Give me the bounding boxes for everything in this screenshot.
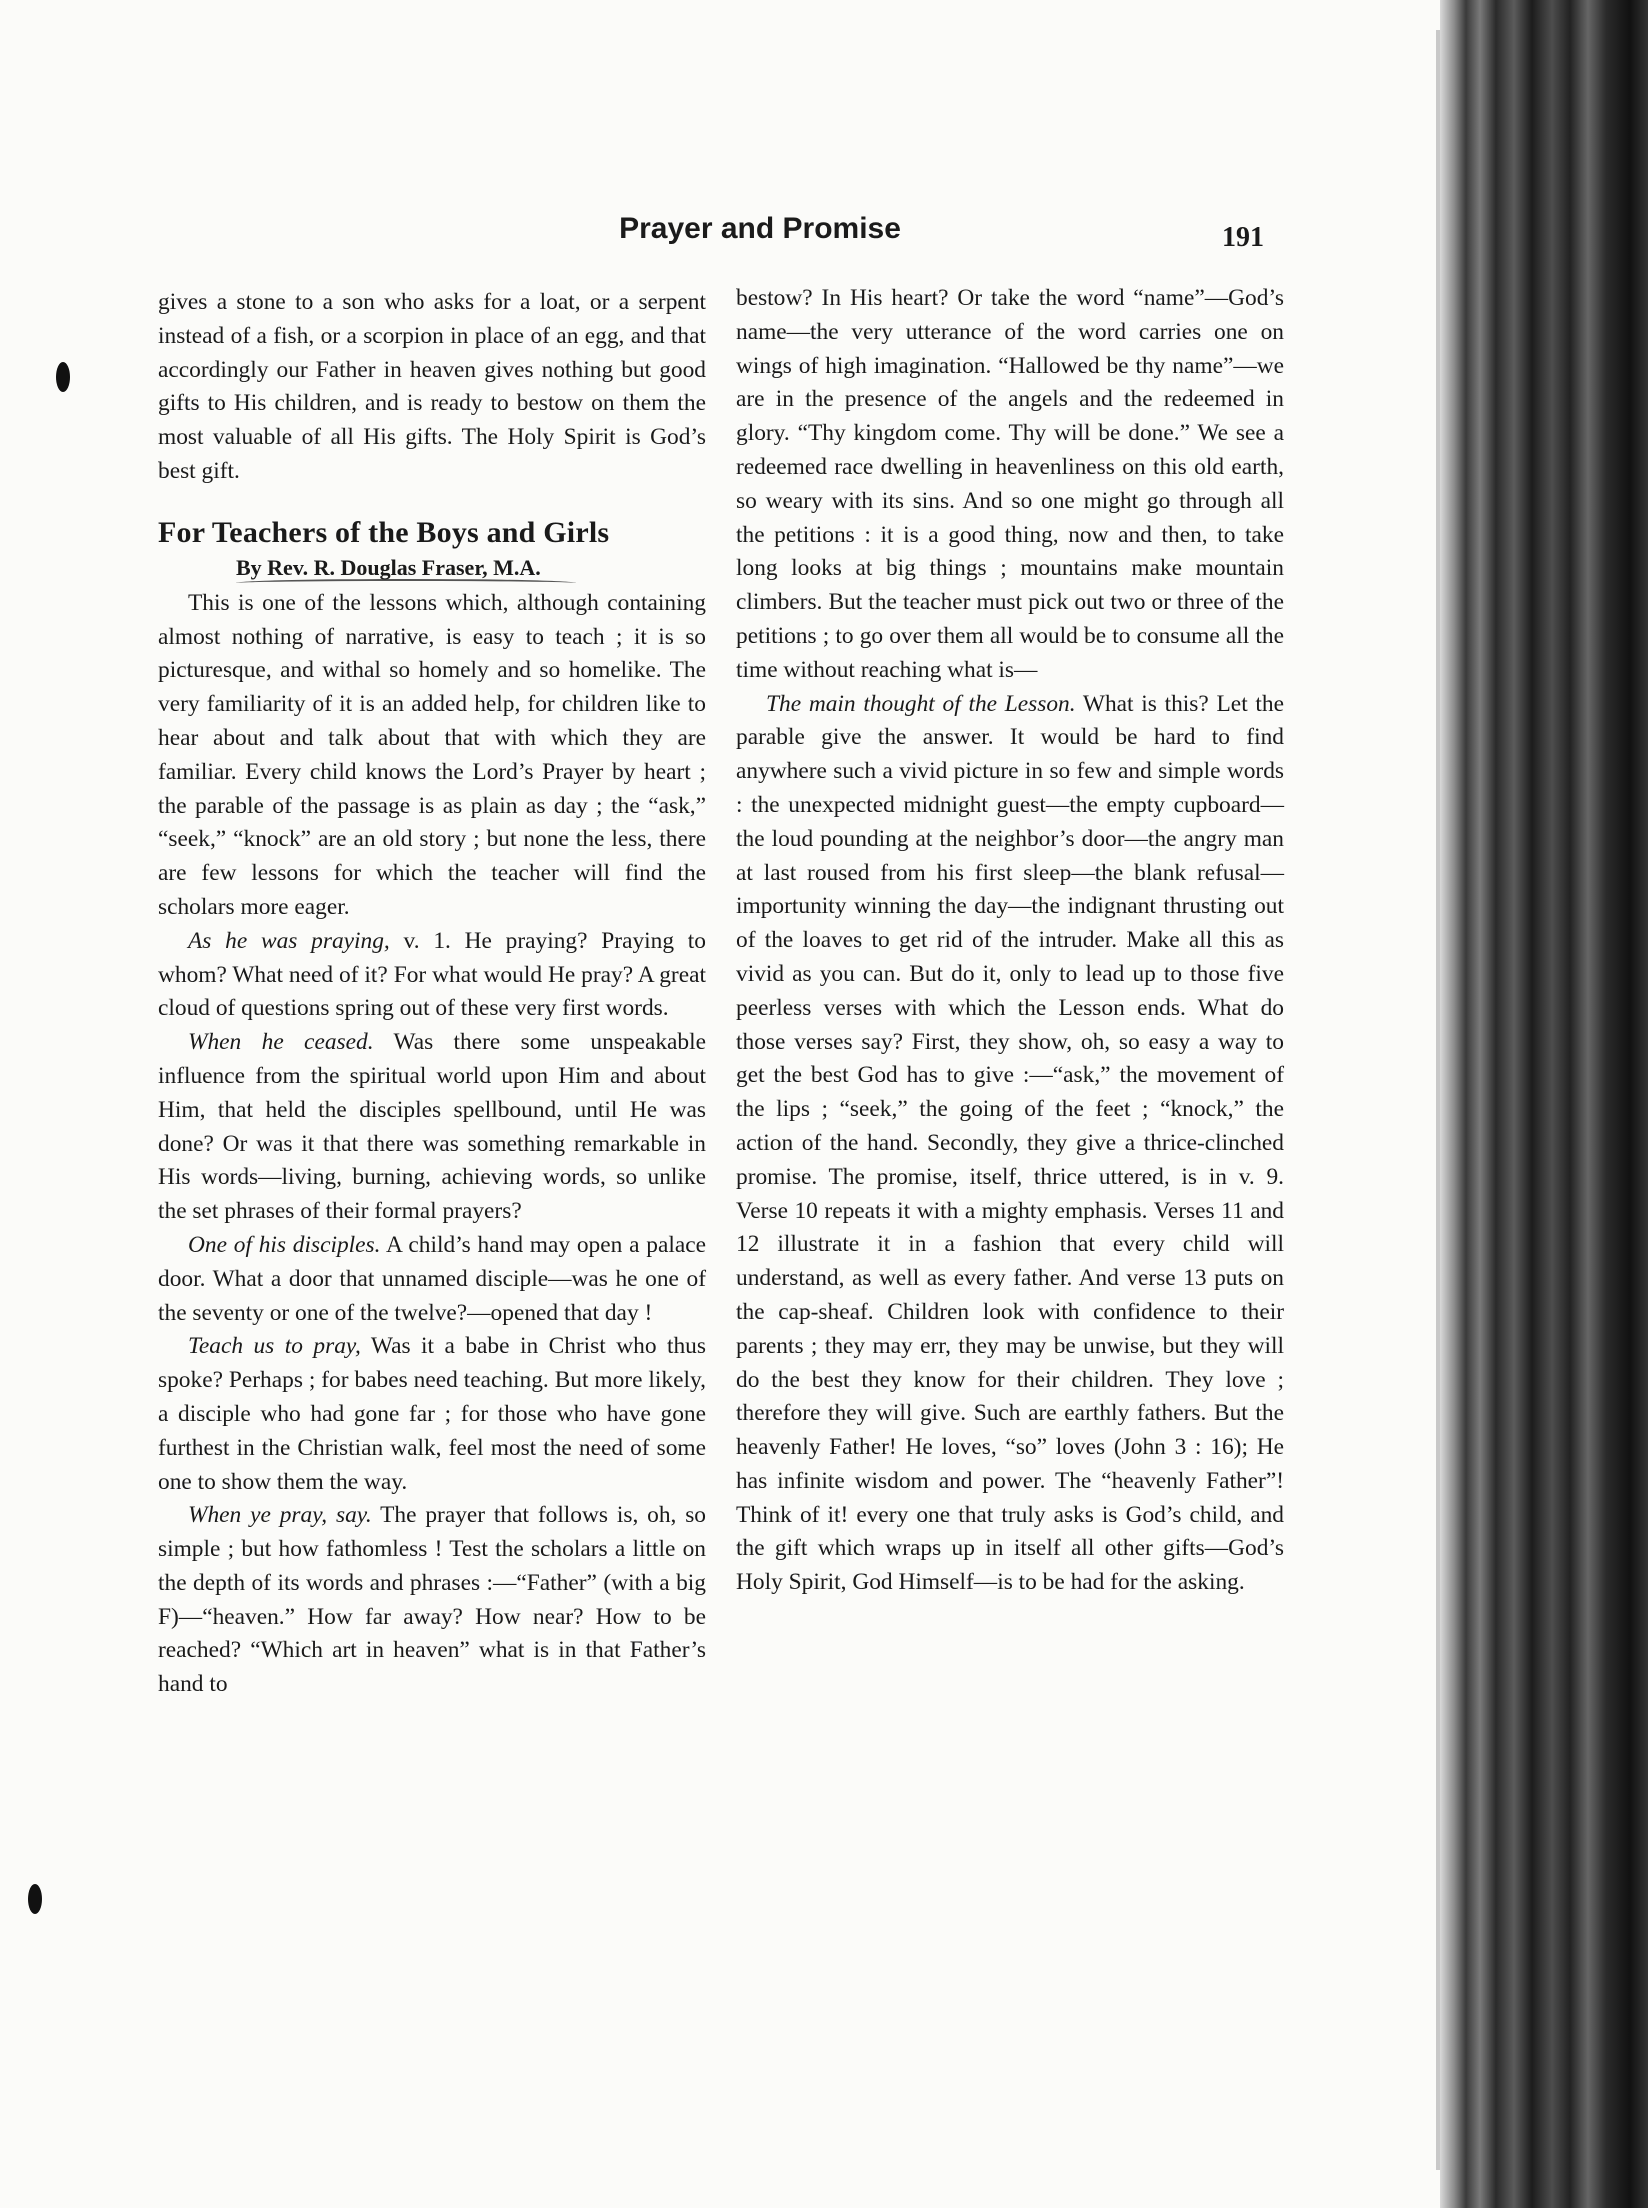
paragraph: [158, 925, 706, 1026]
section-heading: For Teachers of the Boys and Girls: [158, 515, 610, 549]
paragraph-lead: One of his disciples.: [188, 1231, 381, 1258]
right-column: [736, 282, 1284, 1600]
paragraph-text: What is this? Let the parable give the answer. It would be hard to find anywhere such a vivid picture in so few and simple words : the unexpected midnight guest—the empty cupboard—the loud pounding at the neighbor’s door—the angry man at last roused from his first sleep—the blank refusal—importunity winning the day—the indignant thrusting out of the loaves to get rid of the intruder. Make all this as vivid as you can. But do it, only to lead up to those five peerless verses with which the Lesson ends. What do those verses say? First, they show, oh, so easy a way to get the best God has to give :—“ask,” the movement of the lips ; “seek,” the going of the feet ; “knock,” the action of the hand. Secondly, they give a thrice-clinched promise. The promise, itself, thrice uttered, is in v. 9. Verse 10 repeats it with a mighty emphasis. Verses 11 and 12 illustrate it in a fashion that every child will understand, as well as every father. And verse 13 puts on the cap-sheaf. Children look with confidence to their parents ; they may err, they may be unwise, but they will do the best they know for their children. They love ; therefore they will give. Such are earthly fathers. But the heavenly Father! He loves, “so” loves (John 3 : 16); He has infinite wisdom and power. The “heavenly Father”! Think of it! every one that truly asks is God’s child, and the gift which wraps up in itself all other gifts—God’s Holy Spirit, God Himself—is to be had for the asking.: [736, 690, 1284, 1596]
paragraph-lead: Teach us to pray,: [188, 1333, 361, 1360]
paragraph-text: Was it a babe in Christ who thus spoke? Perhaps ; for babes need teaching. But more likely, a disciple who had gone far ; for those who have gone furthest in the Christian walk, feel most the need of some one to show them the way.: [158, 1333, 706, 1495]
running-header-title: Prayer and Promise: [619, 212, 901, 245]
paragraph: [158, 1499, 706, 1702]
page-number: 191: [1222, 222, 1264, 253]
paragraph-text: The prayer that follows is, oh, so simple ; but how fathomless ! Test the scholars a little on the depth of its words and phrases :—“Father” (with a big F)—“heaven.” How far away? How near? How to be reached? “Which art in heaven” what is in that Father’s hand to: [158, 1502, 707, 1698]
left-column: [158, 286, 706, 1702]
paragraph-lead: When ye pray, say.: [188, 1502, 372, 1529]
paragraph-lead: When he ceased.: [188, 1029, 374, 1056]
paragraph-text: A child’s hand may open a palace door. What a door that unnamed disciple—was he one of the seventy or one of the twelve?—opened that day !: [158, 1231, 706, 1326]
paragraph: This is one of the lessons which, although containing almost nothing of narrative, is easy to teach ; it is so picturesque, and withal so homely and so homelike. The very familiarity of it is an added help, for children like to hear about and talk about that with which they are familiar. Every child knows the Lord’s Prayer by heart ; the parable of the passage is as plain as day ; the “ask,” “seek,” “knock” are an old story ; but none the less, there are few lessons for which the teacher will find the scholars more eager.: [158, 589, 706, 920]
paragraph: [158, 1229, 706, 1330]
paragraph: [736, 688, 1284, 1601]
paragraph: [158, 1026, 706, 1229]
paragraph: [158, 1330, 706, 1499]
book-spine-pages: [1440, 0, 1648, 2208]
paragraph-text: v. 1. He praying? Praying to whom? What need of it? For what would He pray? A great cloud of questions spring out of these very first words.: [158, 927, 706, 1022]
binding-hole-top: [56, 362, 70, 392]
byline: By Rev. R. Douglas Fraser, M.A.: [236, 554, 541, 580]
paragraph-lead: The main thought of the Lesson.: [766, 690, 1076, 717]
paragraph-text: Was there some unspeakable influence from the spiritual world upon Him and about Him, that held the disciples spellbound, until He was done? Or was it that there was something remarkable in His words—living, burning, achieving words, so unlike the set phrases of their formal prayers?: [158, 1029, 706, 1225]
binding-hole-bottom: [28, 1884, 42, 1914]
paragraph: bestow? In His heart? Or take the word “name”—God’s name—the very utterance of the word carries one on wings of high imagination. “Hallowed be thy name”—we are in the presence of the angels and the redeemed in glory. “Thy kingdom come. Thy will be done.” We see a redeemed race dwelling in heavenliness on this old earth, so weary with its sins. And so one might go through all the petitions : it is a good thing, now and then, to take long looks at big things ; mountains make mountain climbers. But the teacher must pick out two or three of the petitions ; to go over them all would be to consume all the time without reaching what is—: [736, 285, 1284, 683]
intro-paragraph: gives a stone to a son who asks for a loat, or a serpent instead of a fish, or a scorpion in place of an egg, and that accordingly our Father in heaven gives nothing but good gifts to His children, and is ready to bestow on them the most valuable of all His gifts. The Holy Spirit is God’s best gift.: [158, 289, 706, 484]
paragraph-lead: As he was praying,: [188, 927, 390, 954]
